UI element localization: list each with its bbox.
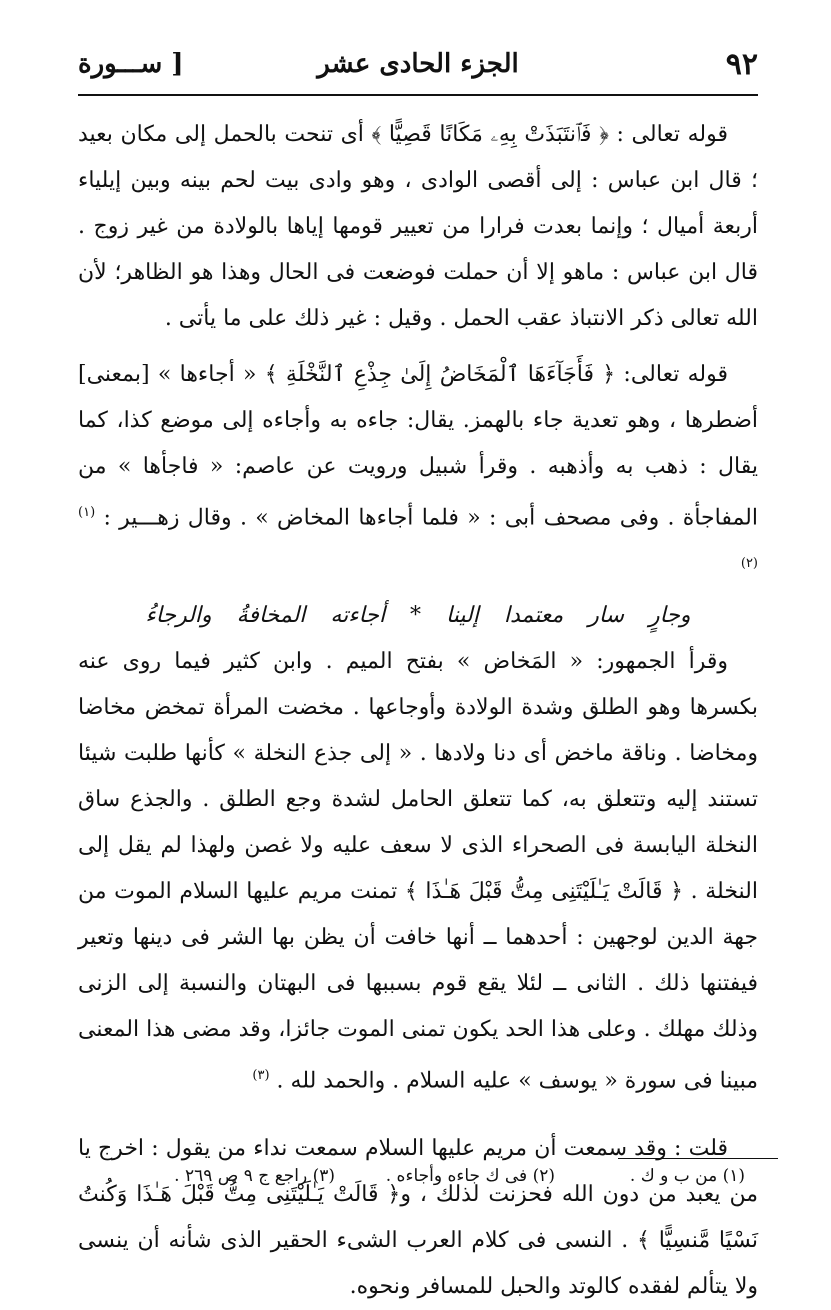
paragraph-3-text: وقرأ الجمهور: « المَخاض » بفتح الميم . وابن كثير فيما روى عنه بكسرها وهو الطلق وشدة الولادة وأوجاعها . مخضت المرأة تمخض مخاضا ومخاضا . وناقة ماخض أى دنا ولادها . « إلى جذع النخلة » كأنها طلبت شيئا تستند إليه وتتعلق به، كما تتعلق الحامل لشدة وجع الطلق . والجذع ساق النخلة اليابسة فى الصحراء الذى لا سعف عليه ولا غصن ولهذا لم يقل إلى النخلة . ﴿ قَالَتْ يَـٰلَيْتَنِى مِتُّ قَبْلَ هَـٰذَا ﴾ تمنت مريم عليها السلام الموت من جهة الدين لوجهين : أحدهما ــ أنها خافت أن يظن بها الشر فى دينها وتعير فيفتنها ذلك . الثانى ــ لئلا يقع قوم بسببها فى البهتان والنسبة إلى الزنى وذلك مهلك . وعلى هذا الحد يكون تمنى الموت جائزا، وقد مضى هذا المعنى مبينا فى سورة « يوسف » عليه السلام . والحمد لله .	[78, 648, 758, 1093]
footnote-marker-1: (١)	[78, 505, 96, 520]
footnote-1: (١) من ب و ك .	[629, 1166, 745, 1186]
page-number: ٩٢	[725, 46, 758, 82]
paragraph-2-text: قوله تعالى: ﴿ فَأَجَآءَهَا ٱلْمَخَاضُ إِلَىٰ جِذْعِ ٱلنَّخْلَةِ ﴾ « أجاءها » [بمعنى] أضطرها ، وهو تعدية جاء بالهمز. يقال: جاءه به وأجاءه إلى موضع كذا، كما يقال : ذهب به وأذهبه . وقرأ شبيل ورويت عن عاصم: « فاجأها » من المفاجأة . وفى مصحف أبى : « فلما أجاءها المخاض » . وقال زهـــير :	[78, 362, 758, 531]
paragraph-4: قلت : وقد سمعت أن مريم عليها السلام سمعت نداء من يقول : اخرج يا من يعبد من دون الله فحزنت لذلك ، و﴿ قَالَتْ يَـٰلَيْتَنِى مِتُّ قَبْلَ هَـٰذَا وَكُنتُ نَسْيًا مَّنسِيًّا ﴾ . النسى فى كلام العرب الشىء الحقير الذى شأنه أن ينسى ولا يتألم لفقده كالوتد والحبل للمسافر ونحوه.	[78, 1135, 758, 1299]
footnote-2: (٢) فى ك جاءه وأجاءه .	[385, 1166, 555, 1186]
footnote-3: (٣) راجع ج ٩ ص ٢٦٩ .	[174, 1166, 335, 1186]
poetry-verse: وجارٍ سار معتمدا إلينا * أجاءته المخافةُ والرجاءُ	[145, 602, 691, 628]
footnote-rule	[618, 1158, 778, 1159]
page-header	[78, 40, 758, 88]
paragraph-2	[78, 352, 758, 593]
header-rule	[78, 94, 758, 96]
footnotes	[100, 1166, 745, 1196]
main-text	[78, 112, 758, 1310]
running-head: الجزء الحادى عشر	[317, 49, 519, 79]
footnote-marker-2: (٢)	[740, 556, 758, 572]
surah-label: [ ســـورة	[78, 49, 184, 79]
paragraph-1: قوله تعالى : ﴿ فَٱنتَبَذَتْ بِهِۦ مَكَانًا قَصِيًّا ﴾ أى تنحت بالحمل إلى مكان بعيد ؛ قال ابن عباس : إلى أقصى الوادى ، وهو وادى بيت لحم بينه وبين إيلياء أربعة أميال ؛ وإنما بعدت فرارا من تعيير قومها إياها بالولادة من غير زوج . قال ابن عباس : ماهو إلا أن حملت فوضعت فى الحال وهذا هو الظاهر؛ لأن الله تعالى ذكر الانتباذ عقب الحمل . وقيل : غير ذلك على ما يأتى .	[78, 122, 759, 331]
footnote-marker-3: (٣)	[252, 1067, 270, 1083]
paragraph-3	[78, 639, 758, 1104]
